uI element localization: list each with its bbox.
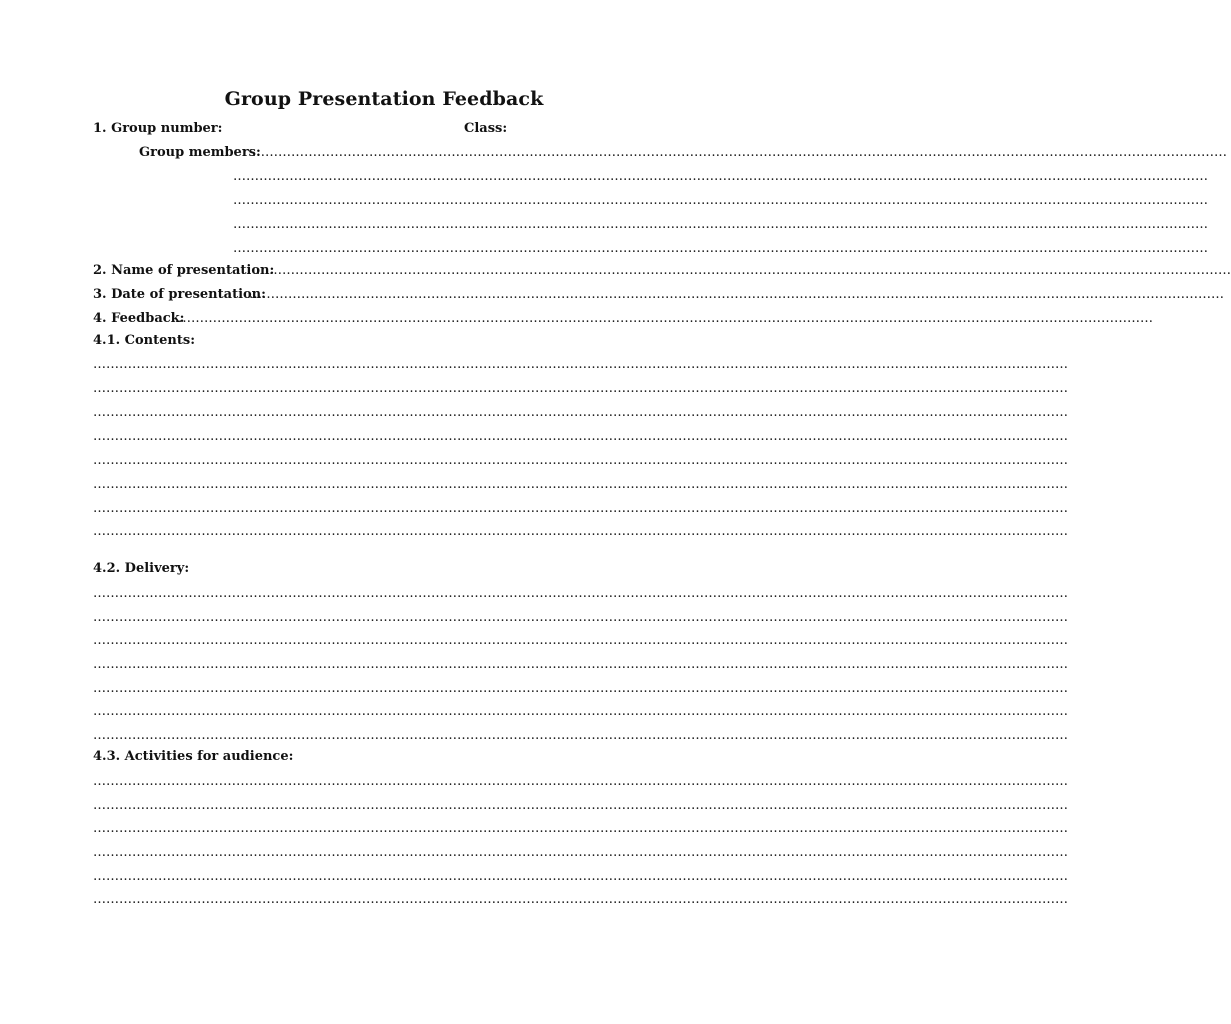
page-title: Group Presentation Feedback [224, 88, 544, 110]
delivery-heading: 4.2. Delivery: [93, 561, 190, 576]
group-member-2-dotted-line: ……………………………………………………………………………………………………………………………………………………………………………………………………… [233, 169, 1208, 184]
contents-dotted-line: ……………………………………………………………………………………………………………………………………………………………………………………………………… [93, 381, 1068, 396]
delivery-dotted-line: ……………………………………………………………………………………………………………………………………………………………………………………………………… [93, 633, 1068, 648]
delivery-dotted-line: ……………………………………………………………………………………………………………………………………………………………………………………………………… [93, 610, 1068, 625]
delivery-dotted-line: ……………………………………………………………………………………………………………………………………………………………………………………………………… [93, 728, 1068, 743]
feedback-dotted-line: ……………………………………………………………………………………………………………………………………………………………………………………………………… [178, 311, 1153, 326]
group-member-1-dotted-line: ……………………………………………………………………………………………………………………………………………………………………………………………………… [252, 145, 1227, 160]
activities-dotted-line: ……………………………………………………………………………………………………………………………………………………………………………………………………… [93, 774, 1068, 789]
activities-dotted-line: ……………………………………………………………………………………………………………………………………………………………………………………………………… [93, 845, 1068, 860]
activities-heading: 4.3. Activities for audience: [93, 749, 294, 764]
date-of-presentation-dotted-line: ……………………………………………………………………………………………………………………………………………………………………………………………………… [249, 287, 1224, 302]
name-of-presentation-dotted-line: ……………………………………………………………………………………………………………………………………………………………………………………………………… [256, 263, 1231, 278]
contents-dotted-line: ……………………………………………………………………………………………………………………………………………………………………………………………………… [93, 453, 1068, 468]
group-members-label: Group members: [139, 145, 261, 160]
activities-dotted-line: ……………………………………………………………………………………………………………………………………………………………………………………………………… [93, 821, 1068, 836]
delivery-dotted-line: ……………………………………………………………………………………………………………………………………………………………………………………………………… [93, 681, 1068, 696]
delivery-dotted-line: ……………………………………………………………………………………………………………………………………………………………………………………………………… [93, 704, 1068, 719]
contents-dotted-line: ……………………………………………………………………………………………………………………………………………………………………………………………………… [93, 357, 1068, 372]
contents-dotted-line: ……………………………………………………………………………………………………………………………………………………………………………………………………… [93, 501, 1068, 516]
group-number-label: 1. Group number: [93, 121, 223, 136]
activities-dotted-line: ……………………………………………………………………………………………………………………………………………………………………………………………………… [93, 798, 1068, 813]
class-label: Class: [464, 121, 508, 136]
name-of-presentation-label: 2. Name of presentation: [93, 263, 275, 278]
contents-dotted-line: ……………………………………………………………………………………………………………………………………………………………………………………………………… [93, 477, 1068, 492]
group-member-4-dotted-line: ……………………………………………………………………………………………………………………………………………………………………………………………………… [233, 217, 1208, 232]
activities-dotted-line: ……………………………………………………………………………………………………………………………………………………………………………………………………… [93, 869, 1068, 884]
contents-heading: 4.1. Contents: [93, 333, 195, 348]
feedback-label: 4. Feedback: [93, 311, 185, 326]
contents-dotted-line: ……………………………………………………………………………………………………………………………………………………………………………………………………… [93, 429, 1068, 444]
activities-dotted-line: ……………………………………………………………………………………………………………………………………………………………………………………………………… [93, 892, 1068, 907]
delivery-dotted-line: ……………………………………………………………………………………………………………………………………………………………………………………………………… [93, 586, 1068, 601]
delivery-dotted-line: ……………………………………………………………………………………………………………………………………………………………………………………………………… [93, 657, 1068, 672]
group-member-5-dotted-line: ……………………………………………………………………………………………………………………………………………………………………………………………………… [233, 241, 1208, 256]
group-member-3-dotted-line: ……………………………………………………………………………………………………………………………………………………………………………………………………… [233, 193, 1208, 208]
date-of-presentation-label: 3. Date of presentation: [93, 287, 266, 302]
contents-dotted-line: ……………………………………………………………………………………………………………………………………………………………………………………………………… [93, 405, 1068, 420]
contents-dotted-line: ……………………………………………………………………………………………………………………………………………………………………………………………………… [93, 524, 1068, 539]
